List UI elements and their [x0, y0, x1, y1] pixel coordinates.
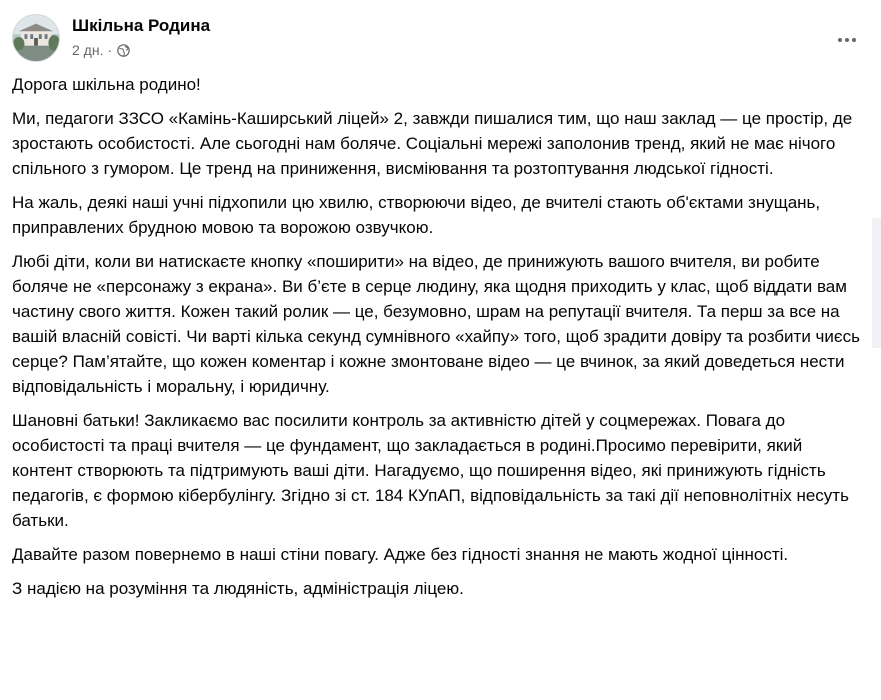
post-text [12, 72, 862, 610]
school-building-image [13, 15, 59, 61]
post-paragraph-parents: Шановні батьки! Закликаємо вас посилити контроль за активністю дітей у соцмережах. Повага до особистості та праці вчителя — це фундамент, що закладається в родині.Просимо перевірити, який контент створюють та підтримують ваші діти. Нагадуємо, що поширення відео, які принижують гідність педагогів, є формою кібербулінгу. Згідно зі ст. 184 КУпАП, відповідальність за такі дії неповнолітніх несуть батьки. [12, 411, 849, 530]
post-paragraph-children: Любі діти, коли ви натискаєте кнопку «поширити» на відео, де принижують вашого вчителя, ви робите боляче не «персонажу з екрана». Ви б’єте в серце людину, яка щодня приходить у клас, щоб віддати вам частину свого життя. Кожен такий ролик — це, безумовно, шрам на репутації вчителя. Та перш за все на вашій власній совісті. Чи варті кілька секунд сумнівного «хайпу» того, щоб зрадити довіру та розбити чиєсь серце? Пам’ятайте, що кожен коментар і кожне змонтоване відео — це вчинок, за який доведеться нести відповідальність і моральну, і юридичну. [12, 252, 860, 396]
more-options-icon [838, 38, 856, 42]
post-meta [72, 42, 130, 58]
post-header [12, 12, 869, 62]
page-name-link[interactable]: Шкільна Родина [72, 16, 211, 35]
post-paragraph-together: Давайте разом повернемо в наші стіни повагу. Адже без гідності знання не мають жодної цінності. [12, 545, 789, 564]
more-options-button[interactable] [829, 22, 865, 58]
post-paragraph-signature: З надією на розуміння та людяність, адміністрація ліцею. [12, 579, 464, 598]
post-timestamp[interactable]: 2 дн. [72, 42, 104, 58]
scrollbar-track[interactable] [872, 218, 881, 348]
post-paragraph-problem: На жаль, деякі наші учні підхопили цю хвилю, створюючи відео, де вчителі стають об'єктами знущань, приправлених брудною мовою та ворожою озвучкою. [12, 193, 821, 237]
post-paragraph-greeting: Дорога шкільна родино! [12, 75, 201, 94]
page-avatar[interactable] [12, 14, 60, 62]
globe-icon[interactable] [117, 44, 130, 57]
post-paragraph-intro: Ми, педагоги ЗЗСО «Камінь-Каширський ліцей» 2, завжди пишалися тим, що наш заклад — це простір, де зростають особистості. Але сьогодні нам боляче. Соціальні мережі заполонив тренд, який не має нічого спільного з гумором. Це тренд на приниження, висміювання та розтоптування людської гідності. [12, 109, 853, 178]
meta-separator: · [107, 42, 113, 58]
